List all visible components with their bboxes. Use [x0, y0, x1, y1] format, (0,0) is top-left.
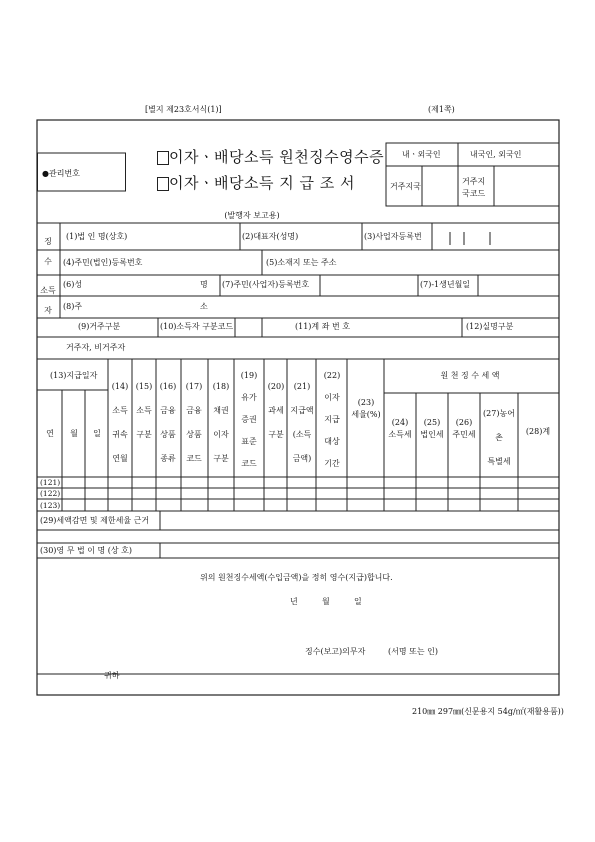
income-code-label: (10)소득자 구분코드 [160, 322, 234, 331]
col22-header: (22) 이자 지급 대상 기간 [323, 371, 341, 468]
birth-date-label: (7)-1생년월일 [420, 280, 471, 289]
form-reference: [별지 제23호서식(1)] [145, 105, 222, 114]
account-no-label: (11)계 좌 번 호 [295, 322, 350, 331]
copy-number: (제1쪽) [428, 105, 455, 114]
representative-label: (2)대표자(성명) [242, 232, 299, 241]
row-label-121: (121) [40, 478, 61, 487]
col21-header: (21) 지급액 (소득 금액) [290, 382, 314, 463]
month-header: 월 [70, 429, 78, 438]
col25-header: (25) 법인세 [420, 418, 444, 439]
statement-checkbox[interactable] [157, 177, 169, 191]
resident-no-label: (7)주민(사업자)등록번호 [222, 280, 310, 289]
domestic-foreign-values: 내국인, 외국인 [470, 150, 522, 159]
col23-header: (23) 세율(%) [351, 398, 381, 419]
subtitle: (발행자 보고용) [224, 211, 280, 220]
col20-header: (20) 과세 구분 [267, 382, 285, 439]
title-receipt: 이자ㆍ배당소득 원천징수영수증 [169, 148, 385, 166]
col16-header: (16) 금융 상품 종류 [159, 382, 177, 463]
row-label-123: (123) [40, 501, 61, 510]
residency-values: 거주자, 비거주자 [66, 343, 126, 352]
agent-name-label: (30)영 무 법 이 명 (상 호) [40, 546, 133, 555]
payer-section-label: 징 수 [44, 237, 52, 266]
earner-section-label: 소득 자 [40, 286, 56, 315]
address-label: (5)소재지 또는 주소 [266, 258, 337, 267]
residency-type-label: (9)거주구분 [78, 322, 121, 331]
col18-header: (18) 채권 이자 구분 [212, 382, 230, 463]
corp-name-label: (1)법 인 명(상호) [66, 232, 128, 241]
earner-address-label: (8)주 [63, 302, 83, 311]
residence-country-code-label: 거주지국코드 [462, 177, 486, 198]
date-month: 월 [322, 597, 330, 606]
residence-country-label: 거주지국 [390, 182, 421, 191]
tax-relief-label: (29)세액감면 및 제한세율 근거 [40, 516, 150, 525]
biz-reg-no-label: (3)사업자등록번 [364, 232, 422, 241]
col27-header: (27)농어 촌 특별세 [483, 409, 515, 466]
domestic-foreign-label: 내ㆍ외국인 [402, 150, 441, 159]
signature-sign: (서명 또는 인) [388, 647, 438, 656]
pay-date-header: (13)지급일자 [50, 371, 98, 380]
date-day: 일 [354, 597, 362, 606]
earner-name-label: (6)성 [63, 280, 83, 289]
title-statement: 이자ㆍ배당소득 지 급 조 서 [169, 174, 355, 192]
day-header: 일 [93, 429, 101, 438]
row-label-122: (122) [40, 489, 61, 498]
earner-address-suffix: 소 [200, 302, 208, 311]
paper-spec-footer: 210㎜ 297㎜(신문용지 54g/㎡(재활용품)) [412, 707, 564, 716]
mgmt-no-label: ●관리번호 [42, 169, 80, 178]
real-name-label: (12)실명구분 [466, 322, 514, 331]
year-header: 연 [46, 429, 54, 438]
confirmation-text: 위의 원천징수세액(수입금액)을 정히 영수(지급)합니다. [200, 573, 393, 582]
col26-header: (26) 주민세 [452, 418, 476, 439]
recipient-label: 귀하 [104, 671, 120, 680]
col17-header: (17) 금융 상품 코드 [185, 382, 203, 463]
corp-reg-no-label: (4)주민(법인)등록번호 [63, 258, 143, 267]
bullet-icon: ● [42, 169, 49, 178]
col14-header: (14) 소득 귀속 연월 [111, 382, 129, 463]
signature-label: 징수(보고)의무자 [305, 647, 366, 656]
withholding-header: 원 천 징 수 세 액 [440, 371, 500, 380]
col24-header: (24) 소득세 [388, 418, 412, 439]
receipt-checkbox[interactable] [157, 151, 169, 165]
col28-header: (28)계 [525, 427, 551, 436]
col19-header: (19) 유가 증권 표준 코드 [240, 371, 258, 468]
col15-header: (15) 소득 구분 [135, 382, 153, 439]
date-year: 년 [290, 597, 298, 606]
earner-name-suffix: 명 [200, 280, 208, 289]
